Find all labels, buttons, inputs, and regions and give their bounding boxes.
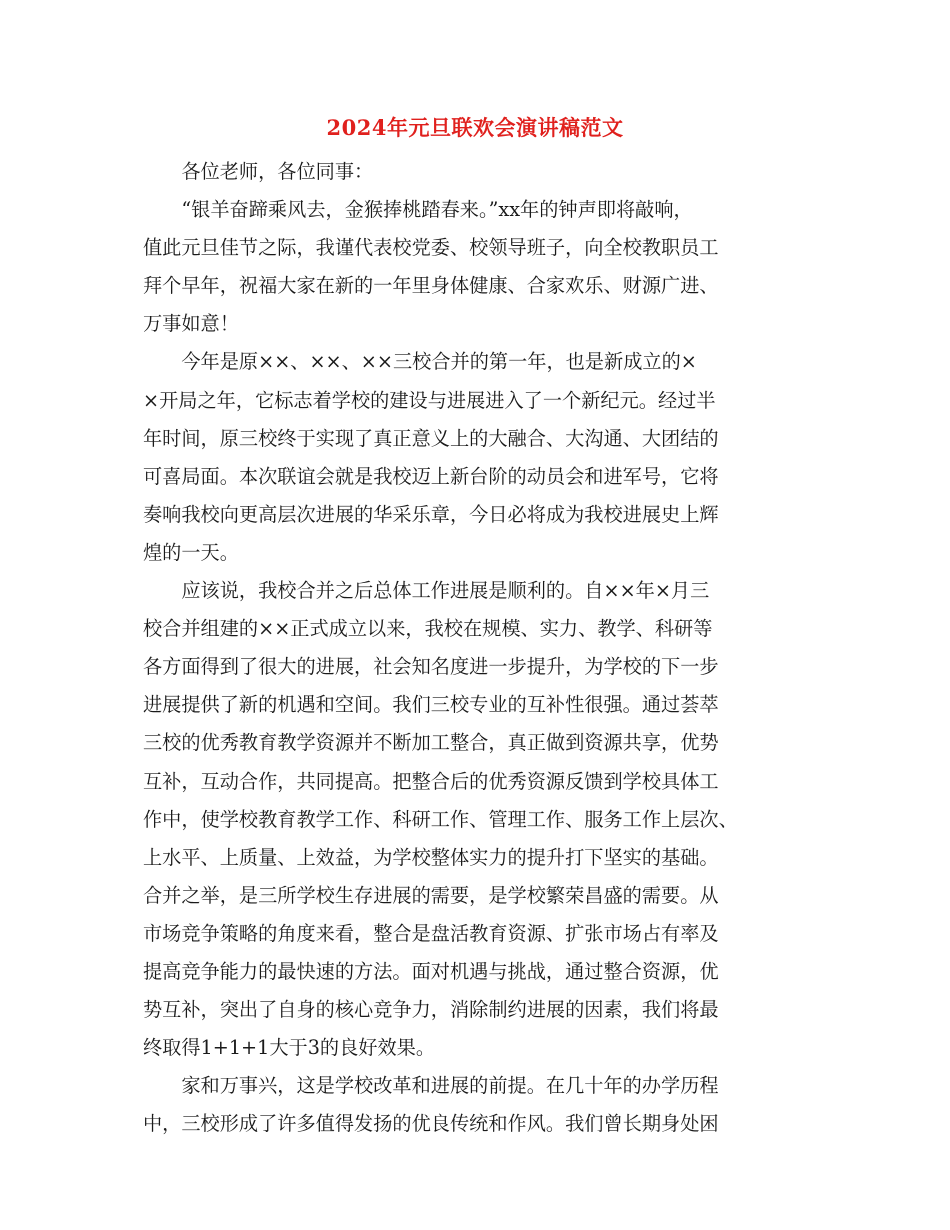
- text-line: 合并之举，是三所学校生存进展的需要，是学校繁荣昌盛的需要。从: [143, 883, 719, 907]
- text-line: 作中，使学校教育教学工作、科研工作、管理工作、服务工作上层次、: [143, 807, 738, 831]
- text-line: 家和万事兴，这是学校改革和进展的前提。在几十年的办学历程: [143, 1074, 719, 1098]
- document-body: [143, 153, 811, 1143]
- text-line: 三校的优秀教育教学资源并不断加工整合，真正做到资源共享，优势: [143, 731, 719, 755]
- text-line: 奏响我校向更高层次进展的华采乐章，今日必将成为我校进展史上辉: [143, 502, 719, 526]
- text-line: 值此元旦佳节之际，我谨代表校党委、校领导班子，向全校教职员工: [143, 236, 719, 260]
- text-line: 各位老师，各位同事：: [143, 160, 374, 183]
- text-line: 可喜局面。本次联谊会就是我校迈上新台阶的动员会和进军号，它将: [143, 464, 719, 488]
- text-line: 势互补，突出了自身的核心竞争力，消除制约进展的因素，我们将最: [143, 998, 719, 1022]
- text-line: 提高竞争能力的最快速的方法。面对机遇与挑战，通过整合资源，优: [143, 959, 719, 983]
- text-line: 今年是原××、××、××三校合并的第一年，也是新成立的×: [143, 350, 697, 374]
- text-line: 应该说，我校合并之后总体工作进展是顺利的。自××年×月三: [143, 579, 710, 603]
- text-line: 拜个早年，祝福大家在新的一年里身体健康、合家欢乐、财源广进、: [143, 274, 719, 298]
- text-line: 中，三校形成了许多值得发扬的优良传统和作风。我们曾长期身处困: [143, 1112, 719, 1136]
- text-line: 各方面得到了很大的进展，社会知名度进一步提升，为学校的下一步: [143, 655, 719, 679]
- text-line: 万事如意！: [143, 312, 239, 336]
- text-line: 进展提供了新的机遇和空间。我们三校专业的互补性很强。通过荟萃: [143, 693, 719, 717]
- text-line: 互补，互动合作，共同提高。把整合后的优秀资源反馈到学校具体工: [143, 769, 719, 793]
- text-line: 煌的一天。: [143, 540, 239, 564]
- text-line: 终取得1+1+1大于3的良好效果。: [143, 1036, 436, 1060]
- document-title: 2024年元旦联欢会演讲稿范文: [326, 115, 624, 140]
- text-line: 市场竞争策略的角度来看，整合是盘活教育资源、扩张市场占有率及: [143, 921, 719, 945]
- text-line: 年时间，原三校终于实现了真正意义上的大融合、大沟通、大团结的: [143, 426, 719, 450]
- text-line: 校合并组建的××正式成立以来，我校在规模、实力、教学、科研等: [143, 617, 713, 641]
- text-line: “银羊奋蹄乘风去，金猴捧桃踏春来。”xx年的钟声即将敲响，: [143, 198, 693, 222]
- text-line: ×开局之年，它标志着学校的建设与进展进入了一个新纪元。经过半: [143, 388, 716, 412]
- text-line: 上水平、上质量、上效益，为学校整体实力的提升打下坚实的基础。: [143, 845, 719, 869]
